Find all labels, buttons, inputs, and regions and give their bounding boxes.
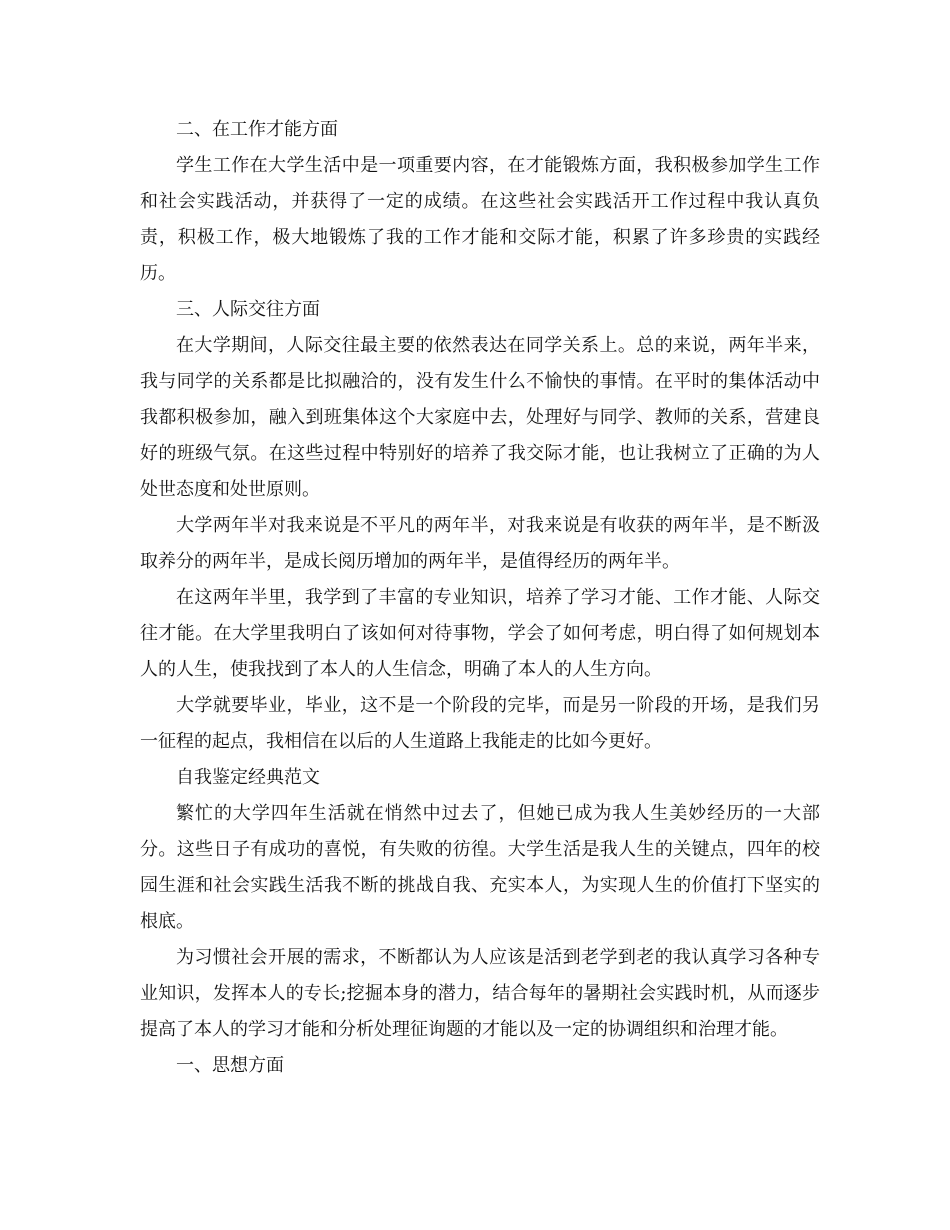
section-heading-interpersonal: 三、人际交往方面 xyxy=(176,299,320,320)
paragraph-two-and-half-years: 大学两年半对我来说是不平凡的两年半，对我来说是有收获的两年半，是不断汲取养分的两年半，是成长阅历增加的两年半，是值得经历的两年半。 xyxy=(140,515,820,572)
section-heading-self-evaluation: 自我鉴定经典范文 xyxy=(176,767,320,788)
section-heading-ideology: 一、思想方面 xyxy=(176,1055,284,1076)
paragraph-graduation: 大学就要毕业，毕业，这不是一个阶段的完毕，而是另一阶段的开场，是我们另一征程的起点，我相信在以后的人生道路上我能走的比如今更好。 xyxy=(140,695,820,752)
paragraph-interpersonal: 在大学期间，人际交往最主要的依然表达在同学关系上。总的来说，两年半来，我与同学的关系都是比拟融洽的，没有发生什么不愉快的事情。在平时的集体活动中我都积极参加，融入到班集体这个大家庭中去，处理好与同学、教师的关系，营建良好的班级气氛。在这些过程中特别好的培养了我交际才能，也让我树立了正确的为人处世态度和处世原则。 xyxy=(140,335,820,500)
paragraph-knowledge-gained: 在这两年半里，我学到了丰富的专业知识，培养了学习才能、工作才能、人际交往才能。在大学里我明白了该如何对待事物，学会了如何考虑，明白得了如何规划本人的人生，使我找到了本人的人生信念，明确了本人的人生方向。 xyxy=(140,587,820,680)
document-page xyxy=(140,112,820,1084)
paragraph-work-ability: 学生工作在大学生活中是一项重要内容，在才能锻炼方面，我积极参加学生工作和社会实践活动，并获得了一定的成绩。在这些社会实践活开工作过程中我认真负责，积极工作，极大地锻炼了我的工作才能和交际才能，积累了许多珍贵的实践经历。 xyxy=(140,155,820,284)
section-heading-work-ability: 二、在工作才能方面 xyxy=(176,119,338,140)
paragraph-lifelong-learning: 为习惯社会开展的需求，不断都认为人应该是活到老学到老的我认真学习各种专业知识，发挥本人的专长;挖掘本身的潜力，结合每年的暑期社会实践时机，从而逐步提高了本人的学习才能和分析处理征询题的才能以及一定的协调组织和治理才能。 xyxy=(140,947,820,1040)
paragraph-four-years: 繁忙的大学四年生活就在悄然中过去了，但她已成为我人生美妙经历的一大部分。这些日子有成功的喜悦，有失败的彷徨。大学生活是我人生的关键点，四年的校园生涯和社会实践生活我不断的挑战自我、充实本人，为实现人生的价值打下坚实的根底。 xyxy=(140,803,820,932)
